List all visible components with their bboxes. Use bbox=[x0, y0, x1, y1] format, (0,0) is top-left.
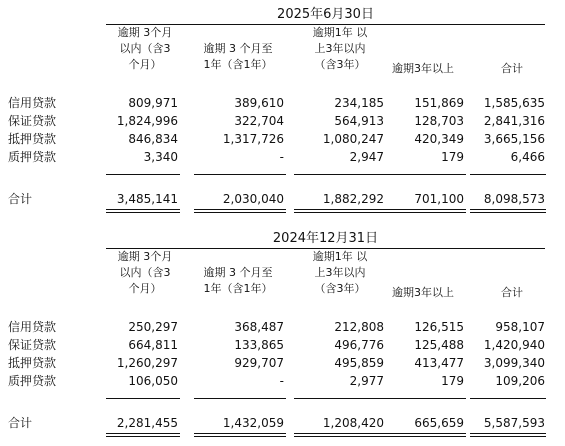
row-label: 信用贷款 bbox=[8, 320, 57, 334]
total-double-rule bbox=[470, 433, 546, 434]
subtotal-rule bbox=[294, 174, 386, 175]
total-double-rule bbox=[294, 433, 386, 434]
table-cell: 212,808 bbox=[334, 320, 384, 334]
total-cell: 2,281,455 bbox=[116, 416, 178, 430]
row-label: 质押贷款 bbox=[8, 374, 57, 388]
section-date-rule bbox=[106, 248, 545, 249]
column-header-line: 以内（含3 bbox=[119, 266, 171, 279]
subtotal-rule bbox=[384, 398, 466, 399]
table-cell: 420,349 bbox=[414, 132, 464, 146]
total-double-rule bbox=[384, 212, 466, 213]
table-cell: 3,340 bbox=[143, 150, 178, 164]
total-label: 合计 bbox=[8, 192, 33, 206]
total-double-rule bbox=[470, 436, 546, 437]
table-cell: 1,420,940 bbox=[483, 338, 545, 352]
table-cell: 958,107 bbox=[495, 320, 545, 334]
table-cell: - bbox=[279, 374, 284, 388]
total-double-rule bbox=[194, 209, 286, 210]
table-cell: 1,824,996 bbox=[116, 114, 178, 128]
table-cell: 109,206 bbox=[495, 374, 545, 388]
section-date: 2025年6月30日 bbox=[277, 7, 374, 22]
total-cell: 2,030,040 bbox=[222, 192, 284, 206]
subtotal-rule bbox=[470, 398, 546, 399]
table-cell: 3,099,340 bbox=[483, 356, 545, 370]
column-header-line: （含3年） bbox=[314, 282, 366, 295]
column-header-line: 逾期1年 以 bbox=[312, 26, 368, 39]
row-label: 保证贷款 bbox=[8, 338, 57, 352]
total-double-rule bbox=[384, 436, 466, 437]
total-double-rule bbox=[294, 436, 386, 437]
total-double-rule bbox=[384, 209, 466, 210]
table-cell: 1,260,297 bbox=[116, 356, 178, 370]
subtotal-rule bbox=[106, 398, 180, 399]
section-date: 2024年12月31日 bbox=[272, 231, 379, 246]
table-cell: - bbox=[279, 150, 284, 164]
section-date-rule bbox=[106, 24, 545, 25]
total-double-rule bbox=[106, 436, 180, 437]
table-cell: 1,317,726 bbox=[222, 132, 284, 146]
row-label: 抵押贷款 bbox=[8, 356, 57, 370]
table-cell: 846,834 bbox=[128, 132, 178, 146]
row-label: 保证贷款 bbox=[8, 114, 57, 128]
column-header-line: （含3年） bbox=[314, 58, 366, 71]
table-cell: 106,050 bbox=[128, 374, 178, 388]
row-label: 抵押贷款 bbox=[8, 132, 57, 146]
total-double-rule bbox=[384, 433, 466, 434]
subtotal-rule bbox=[384, 174, 466, 175]
total-double-rule bbox=[470, 209, 546, 210]
table-cell: 6,466 bbox=[510, 150, 545, 164]
column-header-line: 逾期3年以上 bbox=[392, 62, 454, 75]
total-cell: 1,882,292 bbox=[322, 192, 384, 206]
total-double-rule bbox=[106, 433, 180, 434]
subtotal-rule bbox=[194, 398, 286, 399]
table-cell: 809,971 bbox=[128, 96, 178, 110]
column-header-line: 逾期3年以上 bbox=[392, 286, 454, 299]
table-cell: 179 bbox=[441, 374, 464, 388]
column-header-line: 逾期 3个月 bbox=[117, 26, 173, 39]
total-double-rule bbox=[194, 212, 286, 213]
total-label: 合计 bbox=[8, 416, 33, 430]
subtotal-rule bbox=[106, 174, 180, 175]
total-cell: 5,587,593 bbox=[483, 416, 545, 430]
table-cell: 125,488 bbox=[414, 338, 464, 352]
total-cell: 8,098,573 bbox=[483, 192, 545, 206]
column-header-line: 1年（含1年） bbox=[203, 282, 273, 295]
table-cell: 1,080,247 bbox=[322, 132, 384, 146]
column-header-line: 个月） bbox=[128, 282, 162, 295]
table-cell: 322,704 bbox=[234, 114, 284, 128]
total-cell: 701,100 bbox=[414, 192, 464, 206]
total-double-rule bbox=[470, 212, 546, 213]
table-cell: 128,703 bbox=[414, 114, 464, 128]
table-cell: 368,487 bbox=[234, 320, 284, 334]
total-double-rule bbox=[294, 212, 386, 213]
table-cell: 389,610 bbox=[234, 96, 284, 110]
column-header-line: 逾期1年 以 bbox=[312, 250, 368, 263]
table-cell: 179 bbox=[441, 150, 464, 164]
total-cell: 665,659 bbox=[414, 416, 464, 430]
table-cell: 413,477 bbox=[414, 356, 464, 370]
subtotal-rule bbox=[294, 398, 386, 399]
table-cell: 564,913 bbox=[334, 114, 384, 128]
table-cell: 1,585,635 bbox=[483, 96, 545, 110]
total-double-rule bbox=[294, 209, 386, 210]
table-cell: 2,977 bbox=[349, 374, 384, 388]
column-header-line: 合计 bbox=[501, 286, 523, 299]
table-cell: 929,707 bbox=[234, 356, 284, 370]
row-label: 信用贷款 bbox=[8, 96, 57, 110]
total-double-rule bbox=[194, 433, 286, 434]
table-cell: 250,297 bbox=[128, 320, 178, 334]
table-cell: 495,859 bbox=[334, 356, 384, 370]
total-cell: 3,485,141 bbox=[116, 192, 178, 206]
column-header-line: 1年（含1年） bbox=[203, 58, 273, 71]
column-header-line: 逾期 3 个月至 bbox=[203, 266, 273, 279]
table-cell: 3,665,156 bbox=[483, 132, 545, 146]
column-header-line: 逾期 3 个月至 bbox=[203, 42, 273, 55]
table-cell: 126,515 bbox=[414, 320, 464, 334]
total-cell: 1,208,420 bbox=[322, 416, 384, 430]
total-cell: 1,432,059 bbox=[222, 416, 284, 430]
subtotal-rule bbox=[470, 174, 546, 175]
table-cell: 133,865 bbox=[234, 338, 284, 352]
table-cell: 496,776 bbox=[334, 338, 384, 352]
total-double-rule bbox=[106, 212, 180, 213]
column-header-line: 以内（含3 bbox=[119, 42, 171, 55]
column-header-line: 上3年以内 bbox=[314, 266, 366, 279]
table-cell: 2,947 bbox=[349, 150, 384, 164]
column-header-line: 上3年以内 bbox=[314, 42, 366, 55]
column-header-line: 个月） bbox=[128, 58, 162, 71]
table-cell: 664,811 bbox=[128, 338, 178, 352]
total-double-rule bbox=[106, 209, 180, 210]
total-double-rule bbox=[194, 436, 286, 437]
table-cell: 2,841,316 bbox=[483, 114, 545, 128]
subtotal-rule bbox=[194, 174, 286, 175]
table-cell: 234,185 bbox=[334, 96, 384, 110]
table-cell: 151,869 bbox=[414, 96, 464, 110]
row-label: 质押贷款 bbox=[8, 150, 57, 164]
column-header-line: 合计 bbox=[501, 62, 523, 75]
column-header-line: 逾期 3个月 bbox=[117, 250, 173, 263]
